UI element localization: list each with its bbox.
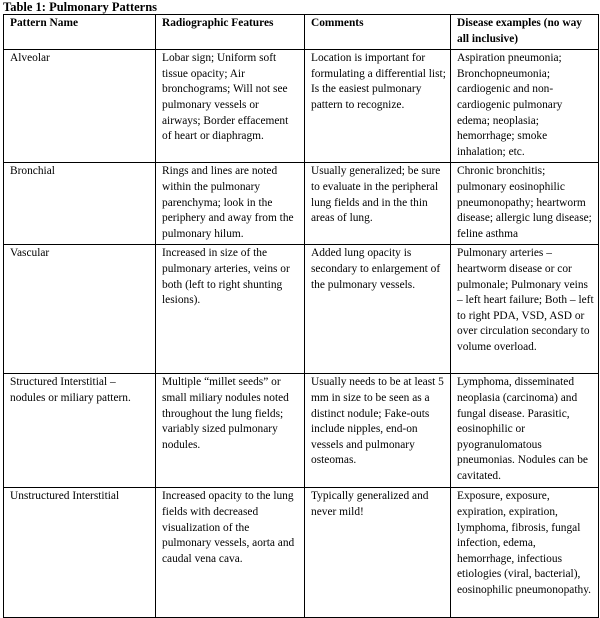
disease-examples-cell: Exposure, exposure, expiration, expiration, lymphoma, fibrosis, fungal infection, edema, hemorrhage, infectious etiologies (viral, bacterial), eosinophilic pneumonopathy. (451, 488, 599, 618)
radiographic-features-cell: Rings and lines are noted within the pulmonary parenchyma; look in the periphery and away from the pulmonary hilum. (156, 163, 305, 245)
comments-cell: Typically generalized and never mild! (305, 488, 451, 618)
disease-examples-cell: Aspiration pneumonia; Bronchopneumonia; cardiogenic and non-cardiogenic pulmonary edema; neoplasia; hemorrhage; smoke inhalation; etc. (451, 50, 599, 163)
radiographic-features-cell: Increased opacity to the lung fields with decreased visualization of the pulmonary vessels, aorta and caudal vena cava. (156, 488, 305, 618)
comments-cell: Added lung opacity is secondary to enlargement of the pulmonary vessels. (305, 245, 451, 374)
pattern-name-cell: Vascular (4, 245, 156, 374)
table-row (4, 163, 599, 245)
header-row (4, 15, 599, 50)
table-caption: Table 1: Pulmonary Patterns (3, 0, 158, 14)
header-comments: Comments (305, 15, 451, 50)
comments-cell: Usually needs to be at least 5 mm in size to be seen as a distinct nodule; Fake-outs include nipples, end-on vessels and pulmonary osteomas. (305, 374, 451, 488)
comments-cell: Location is important for formulating a differential list; Is the easiest pulmonary pattern to recognize. (305, 50, 451, 163)
comments-cell: Usually generalized; be sure to evaluate in the peripheral lung fields and in the thin areas of lung. (305, 163, 451, 245)
radiographic-features-cell: Lobar sign; Uniform soft tissue opacity; Air bronchograms; Will not see pulmonary vessels or airways; Border effacement of heart or diaphragm. (156, 50, 305, 163)
pattern-name-cell: Unstructured Interstitial (4, 488, 156, 618)
header-disease-examples: Disease examples (no way all inclusive) (451, 15, 599, 50)
pulmonary-patterns-table (3, 14, 599, 618)
disease-examples-cell: Pulmonary arteries – heartworm disease or cor pulmonale; Pulmonary veins – left heart failure; Both – left to right PDA, VSD, ASD or over circulation secondary to volume overload. (451, 245, 599, 374)
header-pattern-name: Pattern Name (4, 15, 156, 50)
table-row (4, 488, 599, 618)
radiographic-features-cell: Increased in size of the pulmonary arteries, veins or both (left to right shunting lesions). (156, 245, 305, 374)
pattern-name-cell: Bronchial (4, 163, 156, 245)
table-row (4, 50, 599, 163)
table-row (4, 245, 599, 374)
disease-examples-cell: Chronic bronchitis; pulmonary eosinophilic pneumonopathy; heartworm disease; allergic lung disease; feline asthma (451, 163, 599, 245)
pattern-name-cell: Structured Interstitial – nodules or miliary pattern. (4, 374, 156, 488)
header-radiographic-features: Radiographic Features (156, 15, 305, 50)
table-row (4, 374, 599, 488)
pattern-name-cell: Alveolar (4, 50, 156, 163)
radiographic-features-cell: Multiple “millet seeds” or small miliary nodules noted throughout the lung fields; variably sized pulmonary nodules. (156, 374, 305, 488)
disease-examples-cell: Lymphoma, disseminated neoplasia (carcinoma) and fungal disease. Parasitic, eosinophilic or pyogranulomatous pneumonias. Nodules can be cavitated. (451, 374, 599, 488)
